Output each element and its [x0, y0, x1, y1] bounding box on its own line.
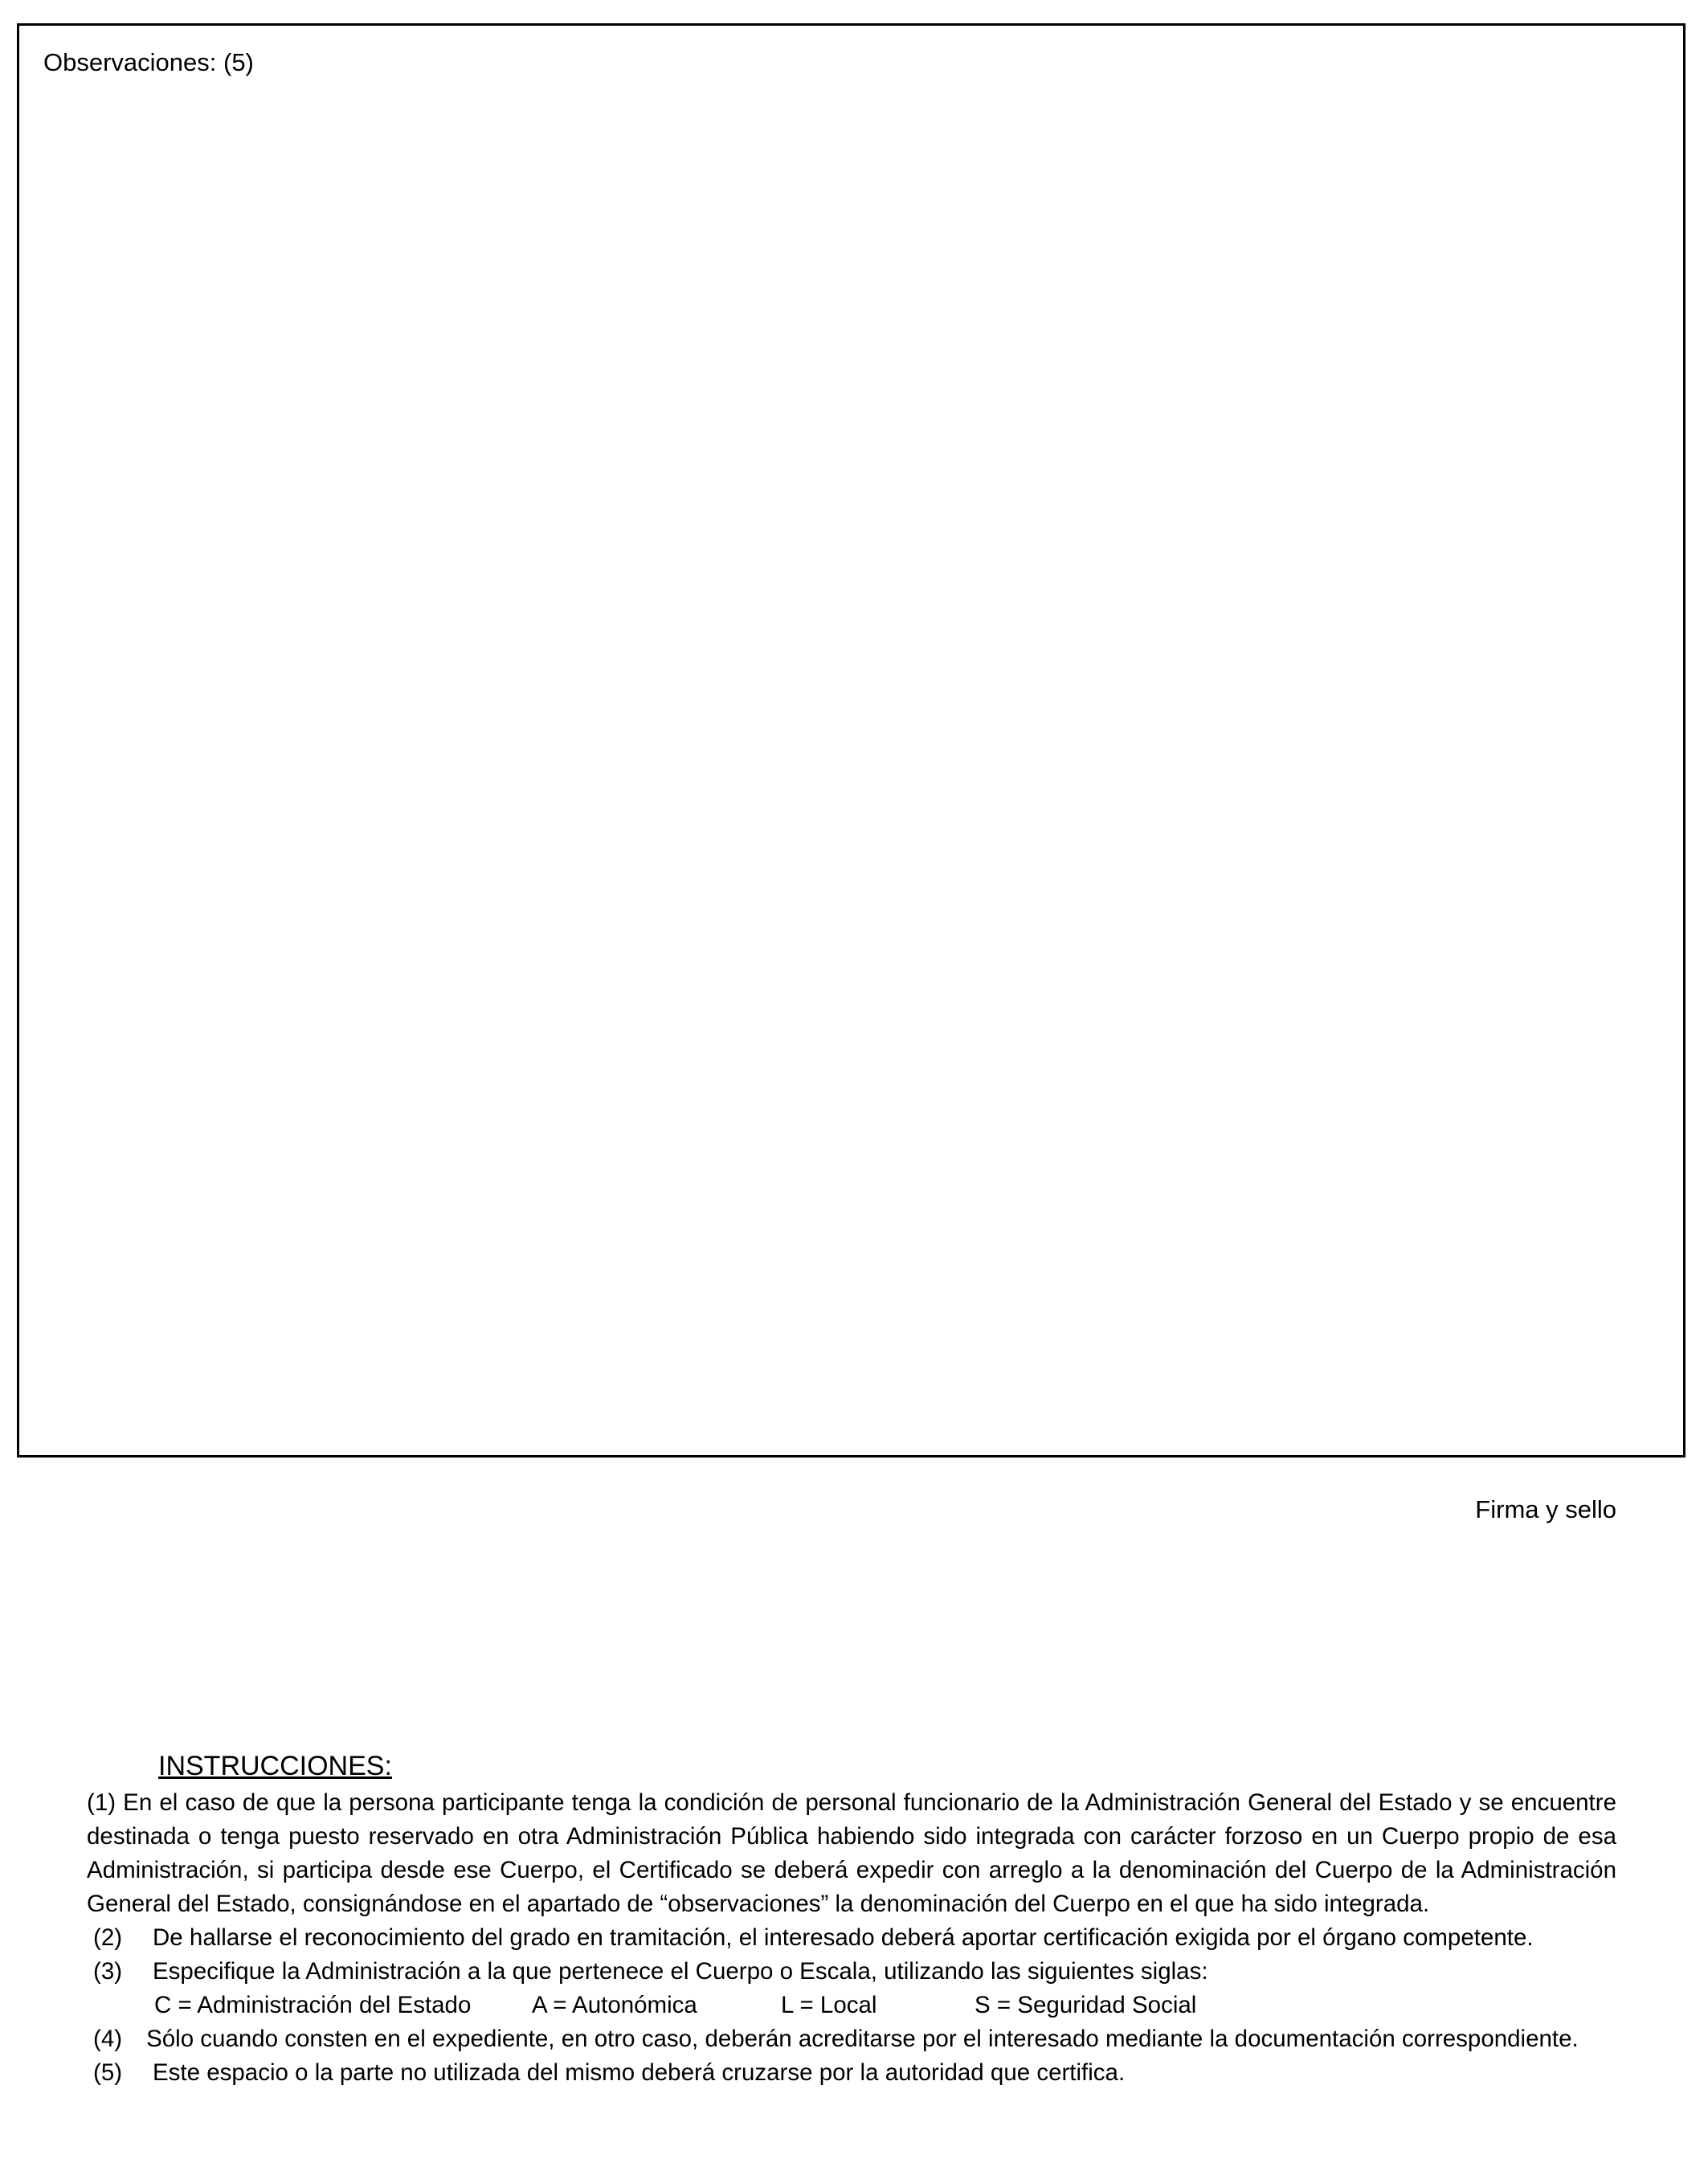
instruction-5-text: Este espacio o la parte no utilizada del mismo deberá cruzarse por la autoridad que certifica.: [153, 2059, 1126, 2086]
sigla-estado: C = Administración del Estado: [154, 1992, 472, 2018]
sigla-local: L = Local: [781, 1992, 877, 2018]
observations-box: [17, 23, 1686, 1458]
instruction-1: (1) En el caso de que la persona participante tenga la condición de personal funcionario de la Administración General del Estado y se encuentre destinada o tenga puesto reservado en otra Administración Pública habiendo sido integrada con carácter forzoso en un Cuerpo propio de esa Administración, si participa desde ese Cuerpo, el Certificado se deberá expedir con arreglo a la denominación del Cuerpo de la Administración General del Estado, consignándose en el apartado de “observaciones” la denominación del Cuerpo en el que ha sido integrada.: [87, 1789, 1616, 1917]
instruction-3: [87, 1955, 1616, 1989]
instructions-title: INSTRUCCIONES:: [158, 1751, 392, 1781]
siglas-row: [87, 1989, 1616, 2022]
instructions-list: [87, 1786, 1616, 2090]
instruction-5-number: (5): [93, 2059, 123, 2086]
sigla-seguridad-social: S = Seguridad Social: [975, 1992, 1197, 2018]
sigla-autonomica: A = Autonómica: [532, 1992, 697, 2018]
instruction-2-number: (2): [93, 1924, 123, 1951]
instruction-2-text: De hallarse el reconocimiento del grado en tramitación, el interesado deberá aportar certificación exigida por el órgano competente.: [153, 1924, 1534, 1951]
instruction-5: [87, 2056, 1616, 2090]
instruction-4-text: Sólo cuando consten en el expediente, en otro caso, deberán acreditarse por el interesado mediante la documentación correspondiente.: [146, 2026, 1579, 2052]
instruction-2: [87, 1921, 1616, 1955]
instruction-3-number: (3): [93, 1958, 123, 1985]
observations-label: Observaciones: (5): [43, 48, 254, 76]
instruction-3-text: Especifique la Administración a la que pertenece el Cuerpo o Escala, utilizando las siguientes siglas:: [153, 1958, 1208, 1985]
instruction-4: [87, 2022, 1616, 2056]
instruction-4-number: (4): [93, 2026, 123, 2052]
signature-label: Firma y sello: [1475, 1495, 1616, 1523]
